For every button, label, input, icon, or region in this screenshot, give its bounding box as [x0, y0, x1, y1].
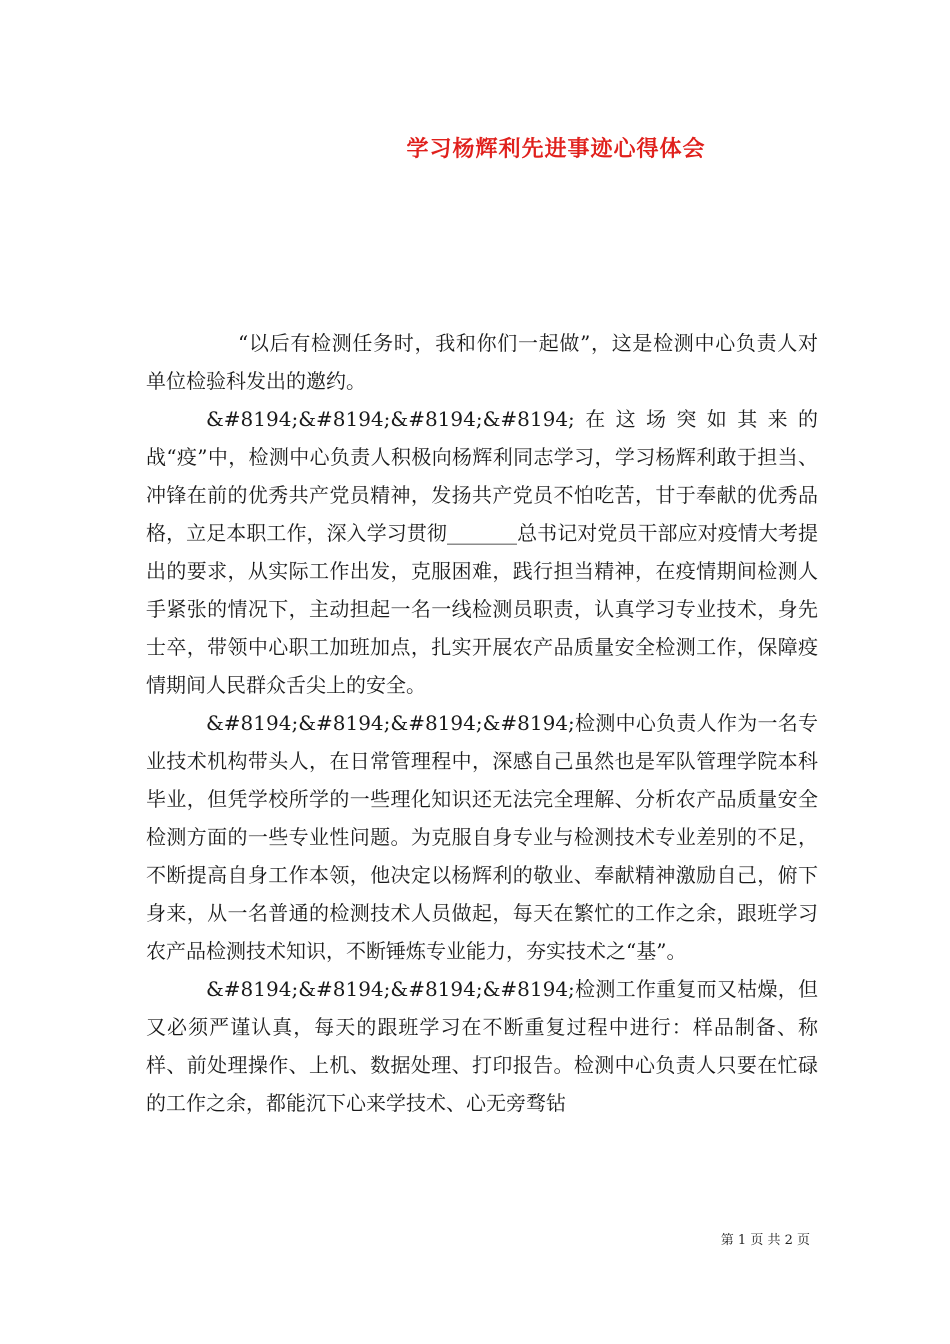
paragraph-3: &#8194;&#8194;&#8194;&#8194;检测中心负责人作为一名专业技术机构带头人，在日常管理程中，深感自己虽然也是军队管理学院本科毕业，但凭学校所学的一些理化知识还无法完全理解、分析农产品质量安全检测方面的一些专业性问题。为克服自身专业与检测技术专业差别的不足，不断提高自身工作本领，他决定以杨辉利的敬业、奉献精神激励自己，俯下身来，从一名普通的检测技术人员做起，每天在繁忙的工作之余，跟班学习农产品检测技术知识，不断锤炼专业能力，夯实技术之“基”。	[146, 711, 818, 963]
paragraph-2: &#8194;&#8194;&#8194;&#8194;在这场突如其来的战“疫”中，检测中心负责人积极向杨辉利同志学习，学习杨辉利敢于担当、冲锋在前的优秀共产党员精神，发扬共产党员不怕吃苦，甘于奉献的优秀品格，立足本职工作，深入学习贯彻_______总书记对党员干部应对疫情大考提出的要求，从实际工作出发，克服困难，践行担当精神，在疫情期间检测人手紧张的情况下，主动担起一名一线检测员职责，认真学习专业技术，身先士卒，带领中心职工加班加点，扎实开展农产品质量安全检测工作，保障疫情期间人民群众舌尖上的安全。	[146, 407, 818, 697]
paragraph-4: &#8194;&#8194;&#8194;&#8194;检测工作重复而又枯燥，但又必须严谨认真，每天的跟班学习在不断重复过程中进行：样品制备、称样、前处理操作、上机、数据处理、打印报告。检测中心负责人只要在忙碌的工作之余，都能沉下心来学技术、心无旁骛钻	[146, 977, 818, 1115]
paragraph-1: “以后有检测任务时，我和你们一起做”，这是检测中心负责人对单位检验科发出的邀约。	[146, 331, 818, 393]
document-title: 学习杨辉利先进事迹心得体会	[406, 136, 706, 162]
page-number-footer: 第 1 页 共 2 页	[720, 1233, 810, 1248]
document-body	[146, 324, 818, 1122]
